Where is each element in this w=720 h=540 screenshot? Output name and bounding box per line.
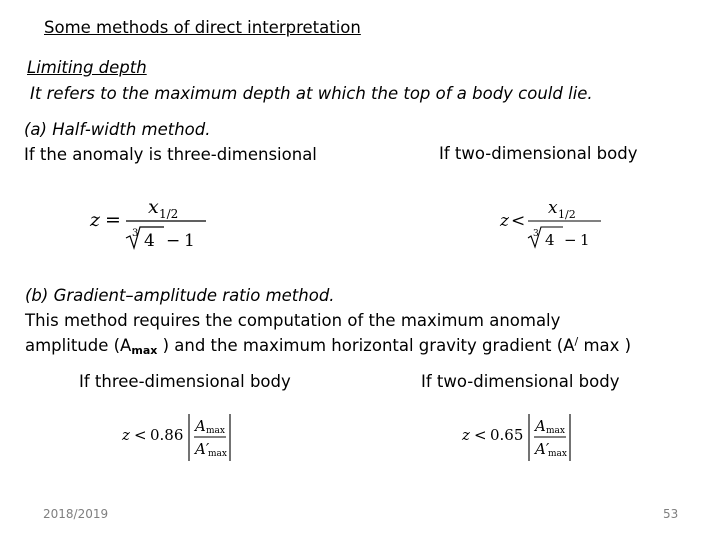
formula-numerator: x bbox=[548, 198, 558, 218]
formula-numerator-sub: 1/2 bbox=[558, 208, 576, 221]
limiting-depth-definition: It refers to the maximum depth at which the top of a body could lie. bbox=[30, 84, 593, 103]
formula-operator: = bbox=[105, 209, 121, 231]
gradient-2d-formula bbox=[460, 410, 590, 465]
half-width-3d-label: If the anomaly is three-dimensional bbox=[24, 145, 317, 164]
gradient-3d-label: If three-dimensional body bbox=[79, 372, 291, 391]
formula-operator: < bbox=[511, 211, 526, 231]
footer-page-number: 53 bbox=[663, 507, 679, 521]
root-index: 3 bbox=[533, 229, 539, 239]
gradient-amplitude-heading: (b) Gradient–amplitude ratio method. bbox=[25, 286, 335, 305]
minus-sign: − bbox=[166, 231, 181, 251]
formula-lhs: z bbox=[462, 426, 470, 444]
formula-denominator: A′ bbox=[535, 440, 550, 458]
one: 1 bbox=[580, 231, 590, 249]
formula-numerator: x bbox=[148, 196, 159, 218]
formula-numerator-sub: max bbox=[206, 426, 225, 436]
formula-numerator: A bbox=[535, 417, 546, 435]
formula-operator: < bbox=[134, 426, 147, 444]
formula-operator: < bbox=[474, 426, 487, 444]
half-width-2d-formula bbox=[498, 193, 608, 255]
formula-numerator: A bbox=[195, 417, 206, 435]
formula-denominator-sub: max bbox=[208, 449, 227, 459]
gradient-3d-formula bbox=[120, 410, 250, 465]
gradient-2d-label: If two-dimensional body bbox=[421, 372, 620, 391]
footer-date: 2018/2019 bbox=[43, 507, 109, 521]
formula-numerator-sub: max bbox=[546, 426, 565, 436]
limiting-depth-heading: Limiting depth bbox=[27, 58, 147, 77]
formula-numerator-sub: 1/2 bbox=[159, 207, 179, 221]
radicand: 4 bbox=[545, 231, 555, 249]
formula-lhs: z bbox=[122, 426, 130, 444]
root-index: 3 bbox=[132, 228, 139, 239]
formula-lhs: z bbox=[90, 209, 101, 231]
half-width-3d-formula bbox=[88, 193, 208, 255]
formula-denominator-sub: max bbox=[548, 449, 567, 459]
formula-coefficient: 0.65 bbox=[490, 426, 524, 444]
gradient-amplitude-description-line-1: This method requires the computation of the maximum anomaly bbox=[25, 311, 561, 330]
minus-sign: − bbox=[564, 231, 577, 249]
half-width-2d-label: If two-dimensional body bbox=[439, 144, 638, 163]
one: 1 bbox=[184, 231, 195, 251]
half-width-heading: (a) Half-width method. bbox=[24, 120, 211, 139]
formula-lhs: z bbox=[500, 211, 509, 231]
radicand: 4 bbox=[144, 231, 155, 251]
formula-coefficient: 0.86 bbox=[150, 426, 184, 444]
gradient-amplitude-description-line-2: amplitude ($A_{max}$ ) and the maximum horizontal gravity gradient (A/ max ) bbox=[25, 335, 632, 357]
formula-denominator: A′ bbox=[195, 440, 210, 458]
slide-title: Some methods of direct interpretation bbox=[44, 18, 361, 37]
